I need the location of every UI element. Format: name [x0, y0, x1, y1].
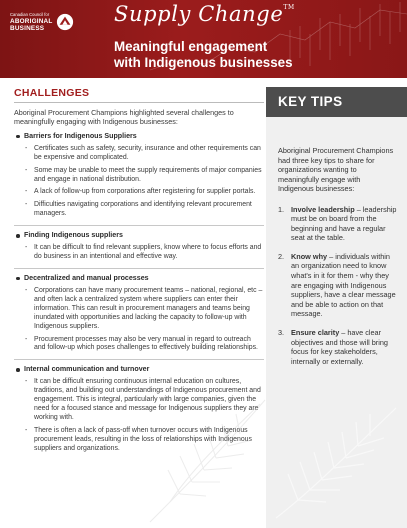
- logo-mark-icon: [56, 13, 74, 31]
- tip-number: 2.: [278, 251, 285, 261]
- tip-number: 1.: [278, 204, 285, 214]
- subtitle-line-1: Meaningful engagement: [114, 39, 268, 54]
- tip-bold: Know why: [291, 251, 328, 261]
- feather-decoration-icon: [270, 402, 402, 522]
- page-subtitle: [114, 39, 293, 70]
- tip-number: 3.: [278, 328, 285, 338]
- tip-text: – leadership must be on board from the beginning and have a regular seat at the table.: [291, 204, 397, 243]
- challenge-point: - Some may be unable to meet the supply requirements of major companies and engage in national distribution.: [14, 167, 264, 185]
- feather-decoration-icon: [140, 392, 270, 528]
- key-tips-title: KEY TIPS: [266, 87, 407, 117]
- challenge-group: [14, 231, 264, 262]
- logo-text: [10, 12, 52, 32]
- tip-body: [291, 252, 397, 319]
- challenge-point: - Difficulties navigating corporations and identifying relevant procurement managers.: [14, 201, 264, 219]
- key-tips-panel: [266, 87, 407, 528]
- challenge-heading: Finding Indigenous suppliers: [14, 231, 264, 240]
- subtitle-line-2: with Indigenous businesses: [114, 54, 293, 70]
- logo-line-1: Canadian Council for: [10, 12, 50, 18]
- challenge-point: - It can be difficult ensuring continuous internal education on cultures, traditions, and building out understandings of Indigenous procurement and engagement. This is integral, particularly with large companies, given the need for a focused stance and message for Indigenous suppliers they are working with.: [14, 378, 264, 423]
- brand-title: [114, 2, 295, 26]
- challenge-group: [14, 132, 264, 219]
- challenge-point: - Certificates such as safety, security, insurance and other requirements can be expensive and complicated.: [14, 145, 264, 163]
- logo-line-2: ABORIGINAL: [10, 17, 53, 25]
- section-divider: [14, 225, 264, 226]
- challenge-point: - A lack of follow-up from corporations after registering for supplier portals.: [14, 188, 264, 197]
- challenge-heading: Decentralized and manual processes: [14, 274, 264, 283]
- organization-logo: [10, 6, 104, 38]
- section-divider: [14, 359, 264, 360]
- key-tips-intro: Aboriginal Procurement Champions had three key tips to share for organizations wanting to meaningfully engage with Indigenous businesses:: [278, 146, 394, 193]
- challenge-point: - Corporations can have many procurement teams – national, regional, etc – and often lack a centralized system where suppliers can enter their information. This can result in procurement managers and teams being inundated with opportunities and lacking the capacity to follow-up with Indigenous suppliers.: [14, 287, 264, 332]
- tip-body: [291, 328, 397, 366]
- tip-bold: Ensure clarity: [291, 328, 340, 338]
- header-banner: [0, 0, 407, 78]
- challenges-title: CHALLENGES: [14, 87, 264, 103]
- tip-text: – have clear objectives and those will bring focus for key stakeholders, internally or externally.: [291, 328, 388, 366]
- key-tip-item: [278, 205, 397, 243]
- challenge-point: - There is often a lack of pass-off when turnover occurs with Indigenous procurement leads, resulting in the loss of relationships with Indigenous suppliers and organizations.: [14, 427, 264, 454]
- tip-body: [291, 205, 397, 243]
- challenges-intro: Aboriginal Procurement Champions highlighted several challenges to meaningfully engaging with Indigenous businesses:: [14, 108, 234, 127]
- key-tip-item: [278, 328, 397, 366]
- tip-bold: Involve leadership: [291, 204, 355, 214]
- tip-text: – individuals within an organization need to know what's in it for them - why they are engaging with Indigenous suppliers, have a clear message and be able to action on that message.: [291, 251, 396, 319]
- challenge-heading: Barriers for Indigenous Suppliers: [14, 132, 264, 141]
- section-divider: [14, 268, 264, 269]
- key-tip-item: [278, 252, 397, 319]
- logo-line-3: BUSINESS: [10, 24, 45, 32]
- challenge-point: - Procurement processes may also be very manual in regard to outreach and follow-up which poses challenges to effectively building relationships.: [14, 336, 264, 354]
- challenge-heading: Internal communication and turnover: [14, 365, 264, 374]
- brand-name: Supply Change: [114, 2, 284, 26]
- challenge-point: - It can be difficult to find relevant suppliers, know where to focus efforts and do business in an intentional and effective way.: [14, 244, 264, 262]
- challenge-group: [14, 274, 264, 353]
- key-tips-list: [278, 205, 397, 367]
- trademark-mark: TM: [283, 4, 295, 11]
